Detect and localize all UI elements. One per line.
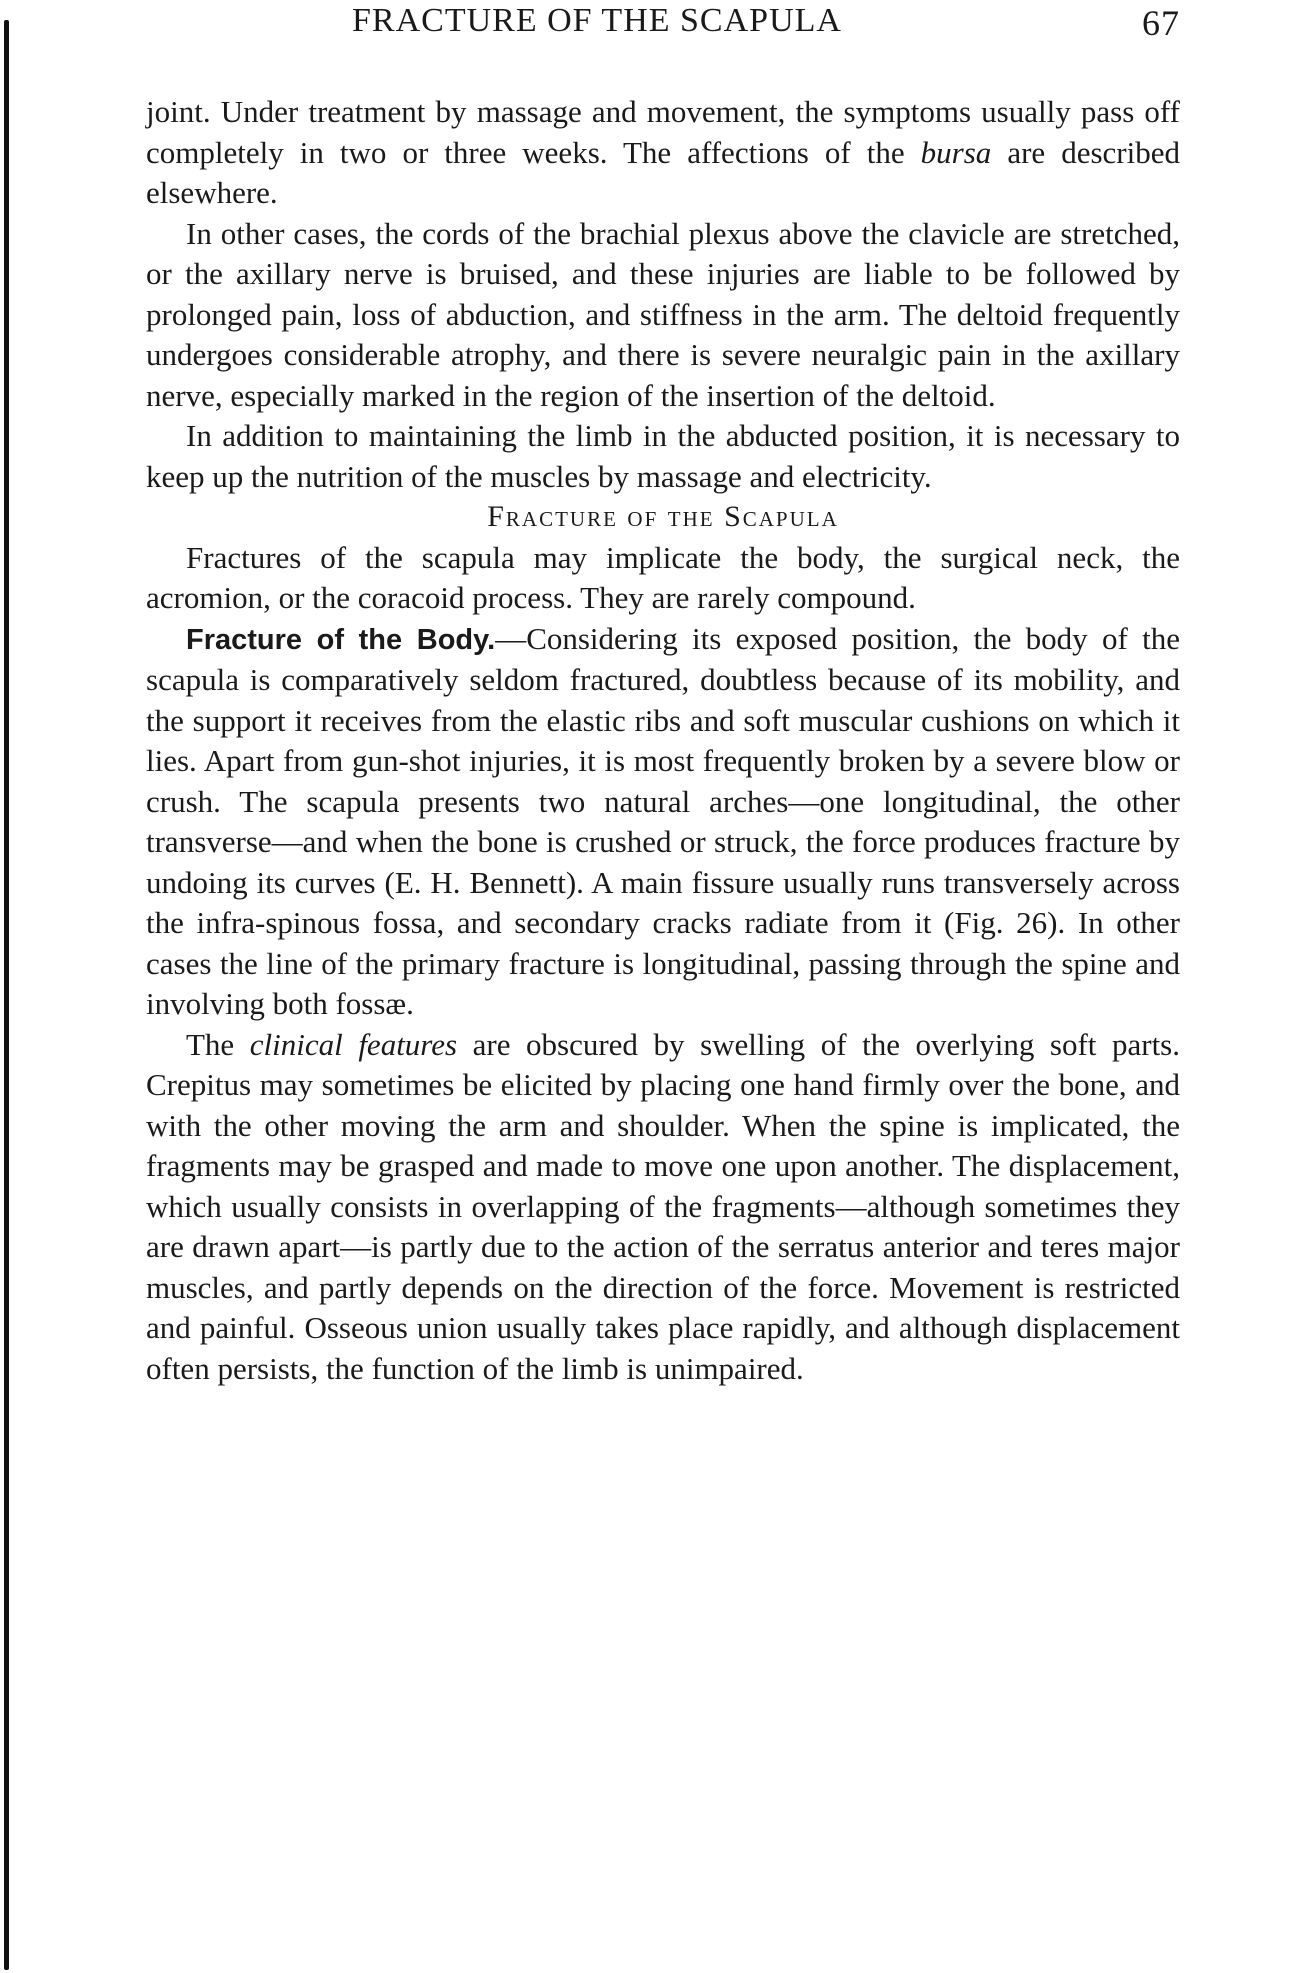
paragraph-text: joint. Under treatment by massage and movement, the symptoms usually pass off completely in two or three weeks. The affections of the — [146, 94, 1180, 170]
italic-term: bursa — [920, 134, 992, 170]
running-title: FRACTURE OF THE SCAPULA — [352, 2, 842, 39]
paragraph: In other cases, the cords of the brachial plexus above the clavicle are stretched, or the axillary nerve is bruised, and these injuries are liable to be followed by prolonged pain, loss of abduction, and stiffness in the arm. The deltoid frequently undergoes considerable atrophy, and there is severe neuralgic pain in the axillary nerve, especially marked in the region of the insertion of the deltoid. — [146, 215, 1180, 413]
page-body — [146, 92, 1180, 1389]
paragraph — [146, 619, 1180, 1025]
paragraph: Fractures of the scapula may implicate the body, the surgical neck, the acromion, or the coracoid process. They are rarely compound. — [146, 539, 1180, 615]
paragraph-text: The — [186, 1026, 250, 1062]
italic-term: clinical features — [249, 1026, 458, 1062]
paragraph: In addition to maintaining the limb in the abducted position, it is necessary to keep up the nutrition of the muscles by massage and electricity. — [146, 418, 1180, 494]
paragraph-text: are described elsewhere. — [146, 134, 1180, 210]
paragraph-text: —Considering its exposed position, the body of the scapula is comparatively seldom fractured, doubtless because of its mobility, and the support it receives from the elastic ribs and soft muscular cushions on which it lies. Apart from gun-shot injuries, it is most frequently broken by a severe blow or crush. The scapula presents two natural arches—one longitudinal, the other transverse—and when the bone is crushed or struck, the force produces fracture by undoing its curves (E. H. Bennett). A main fissure usually runs transversely across the infra-spinous fossa, and secondary cracks radiate from it (Fig. 26). In other cases the line of the primary fracture is longitudinal, passing through the spine and involving both fossæ. — [146, 620, 1181, 1021]
page-number: 67 — [1142, 3, 1180, 43]
running-header — [140, 2, 1180, 46]
sub-heading: Fracture of the Body. — [186, 623, 496, 656]
paragraph-continuation — [146, 92, 1180, 214]
section-heading: Fracture of the Scapula — [487, 500, 839, 533]
paragraph — [146, 1025, 1180, 1390]
page-binding-edge — [0, 0, 14, 1973]
paragraph-text: are obscured by swelling of the overlying soft parts. Crepitus may sometimes be elicited by placing one hand firmly over the bone, and with the other moving the arm and shoulder. When the spine is implicated, the fragments may be grasped and made to move one upon another. The displacement, which usually consists in overlapping of the fragments—although sometimes they are drawn apart—is partly due to the action of the serratus anterior and teres major muscles, and partly depends on the direction of the force. Movement is restricted and painful. Osseous union usually takes place rapidly, and although displacement often persists, the function of the limb is unimpaired. — [146, 1026, 1180, 1386]
